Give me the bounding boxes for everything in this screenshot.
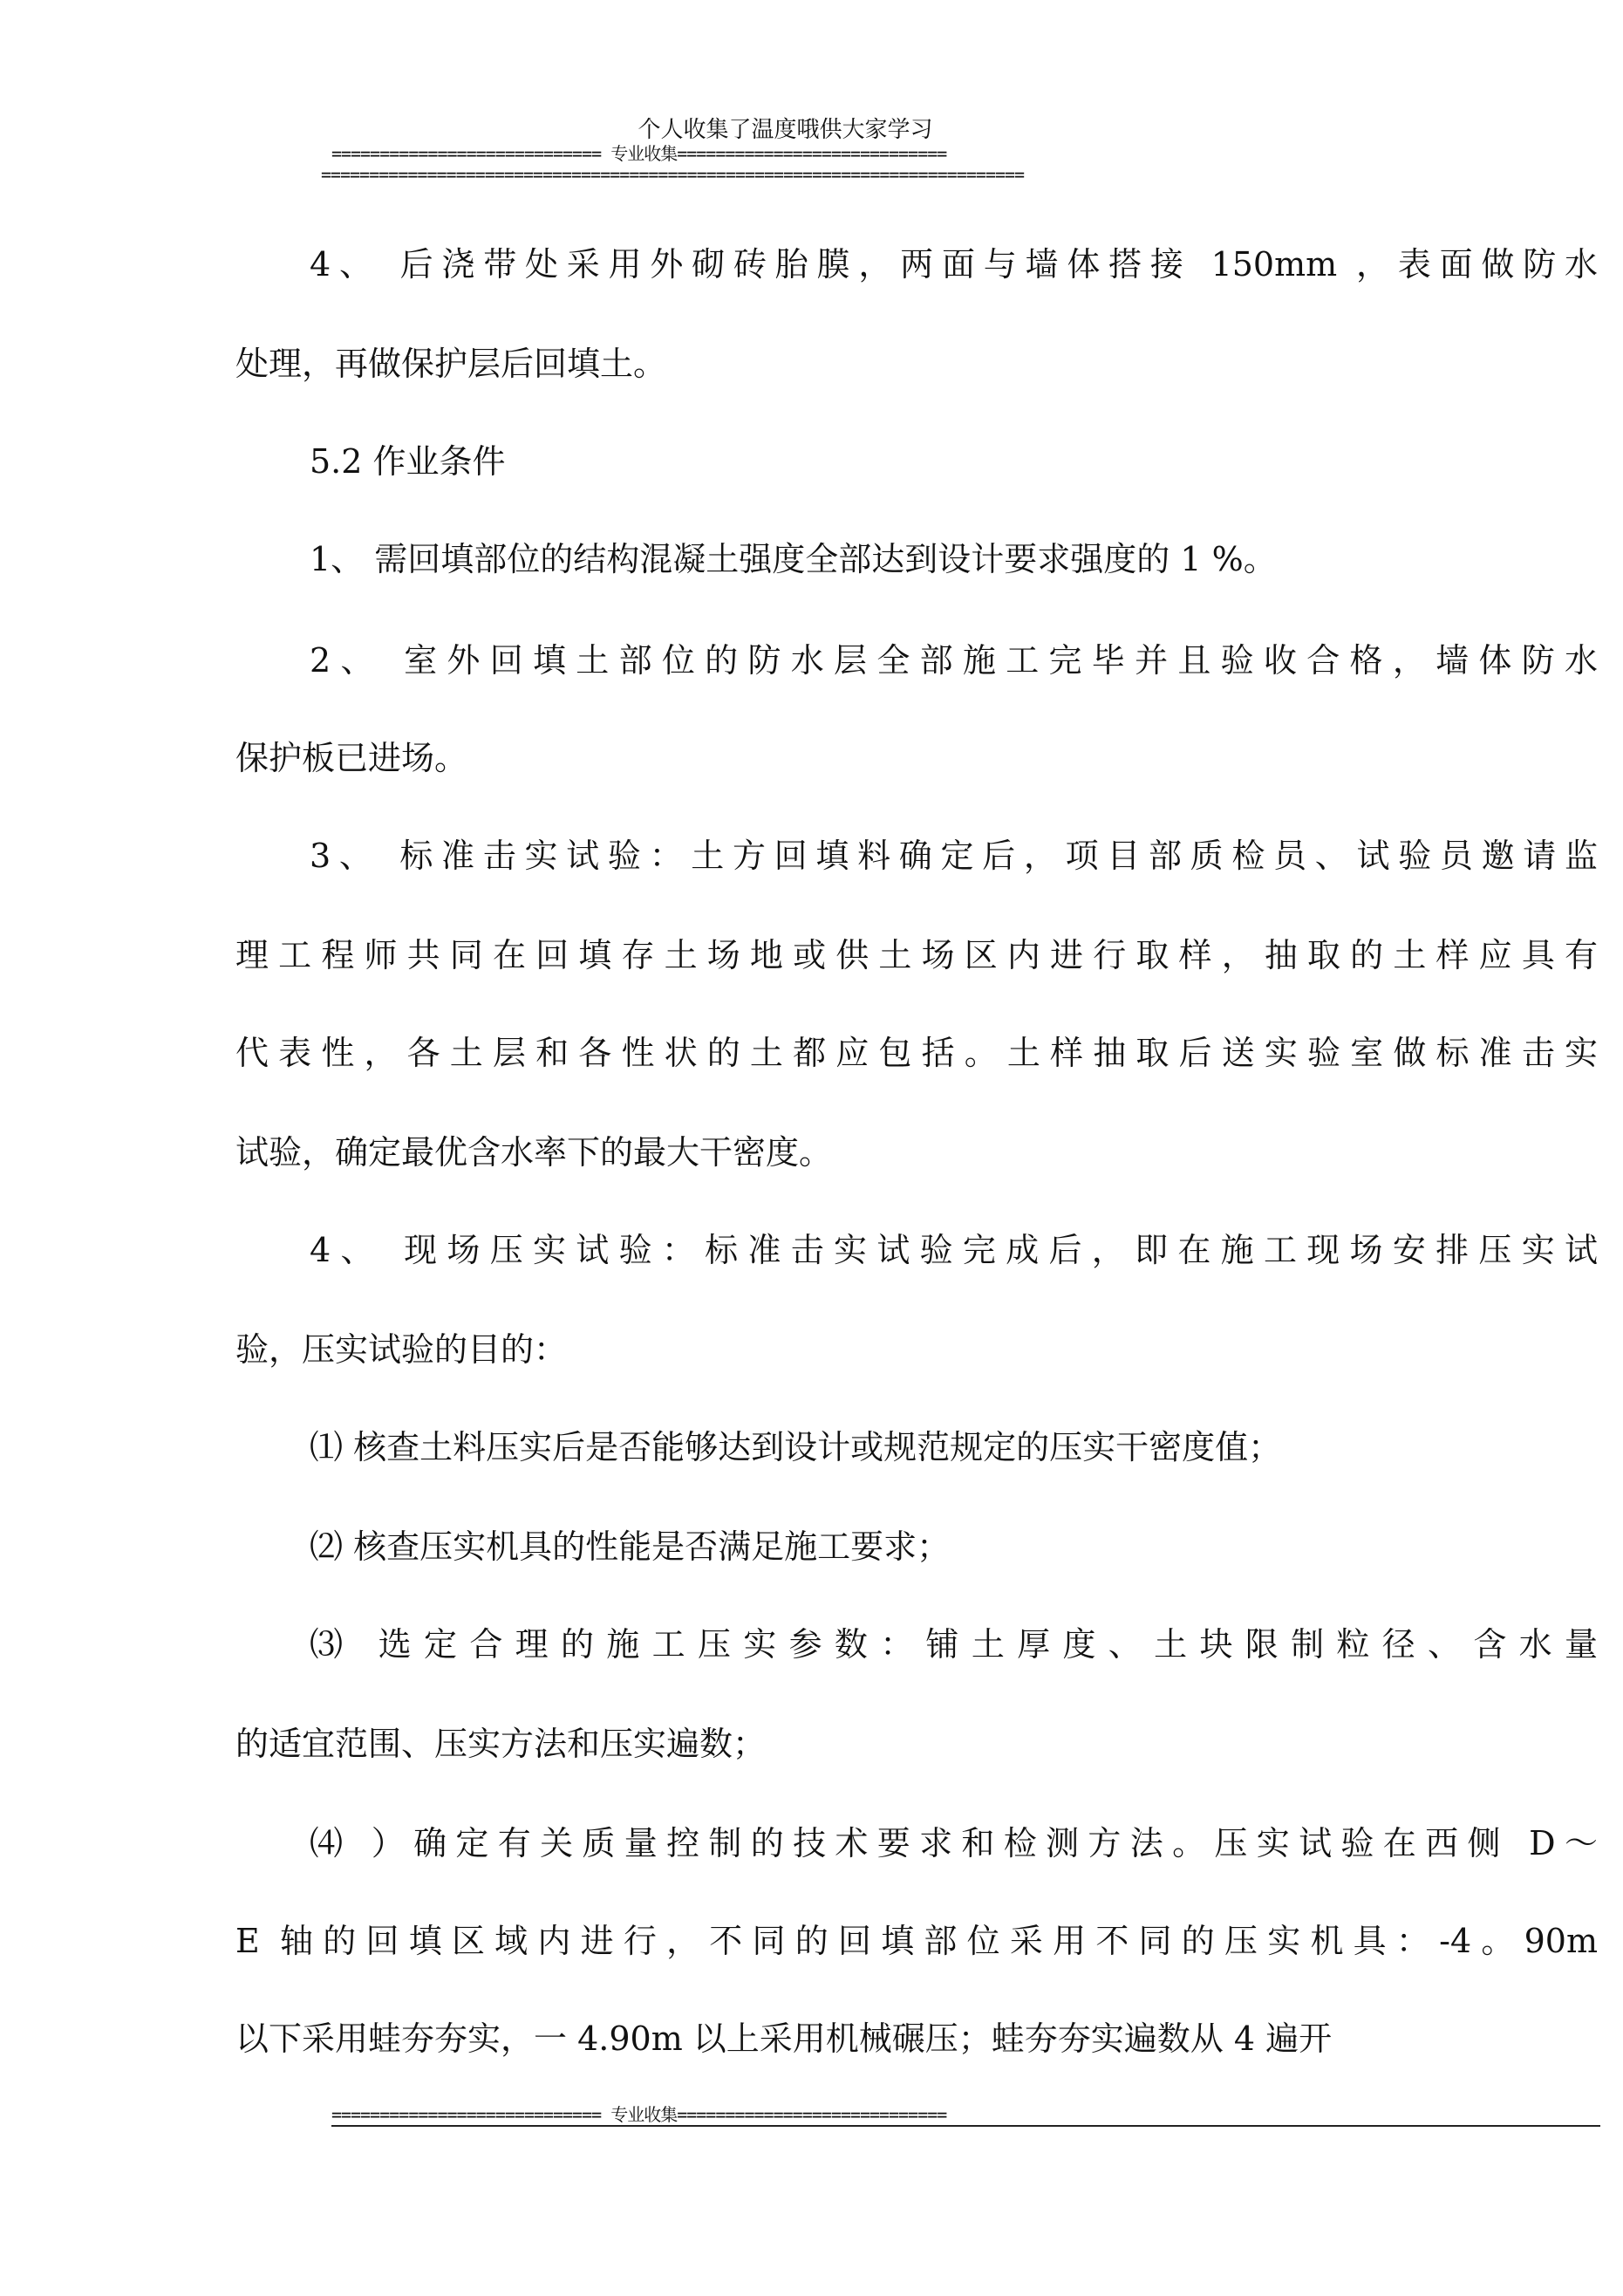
document-header-title: 个人收集了温度哦供大家学习: [638, 117, 933, 143]
paragraph-line: 验，压实试验的目的：: [235, 1330, 568, 1369]
header-rule-text: ============================ 专业收集============================: [331, 143, 947, 164]
paragraph-line: 以下采用蛙夯夯实，一 4.90m 以上采用机械碾压；蛙夯夯实遍数从 4 遍开: [235, 2019, 1333, 2058]
paragraph-line: 处理，再做保护层后回填土。: [235, 345, 667, 383]
paragraph-line: ⑴ 核查土料压实后是否能够达到设计或规范规定的压实干密度值；: [310, 1428, 1282, 1466]
paragraph-line: ⑷ ）确定有关质量控制的技术要求和检测方法。压实试验在西侧 D～: [310, 1824, 1598, 1862]
paragraph-line: 1、 需回填部位的结构混凝土强度全部达到设计要求强度的 1 %。: [310, 540, 1277, 578]
paragraph-line: E 轴的回填区域内进行，不同的回填部位采用不同的压实机具：-4。90m: [235, 1922, 1598, 1960]
paragraph-line: ⑵ 核查压实机具的性能是否满足施工要求；: [310, 1527, 951, 1566]
paragraph-line: 的适宜范围、压实方法和压实遍数；: [235, 1725, 767, 1763]
paragraph-line: 保护板已进场。: [235, 739, 468, 777]
paragraph-line: 3、 标准击实试验：土方回填料确定后，项目部质检员、试验员邀请监: [310, 837, 1598, 875]
paragraph-line: 理工程师共同在回填存土场地或供土场区内进行取样，抽取的土样应具有: [235, 936, 1598, 974]
paragraph-line: 试验，确定最优含水率下的最大干密度。: [235, 1133, 833, 1172]
footer-rule-line: [331, 2125, 1600, 2127]
footer-rule-text: ============================ 专业收集============================: [331, 2104, 947, 2125]
paragraph-line: 4、 现场压实试验：标准击实试验完成后，即在施工现场安排压实试: [310, 1231, 1598, 1269]
paragraph-line: 2、 室外回填土部位的防水层全部施工完毕并且验收合格，墙体防水: [310, 641, 1598, 680]
paragraph-line: ⑶ 选定合理的施工压实参数：铺土厚度、土块限制粒径、含水量: [310, 1625, 1598, 1664]
header-rule-long: =========================================================================: [321, 164, 1024, 185]
paragraph-line: 5.2 作业条件: [310, 442, 506, 481]
paragraph-line: 4、 后浇带处采用外砌砖胎膜，两面与墙体搭接 150mm ，表面做防水: [310, 245, 1598, 284]
paragraph-line: 代表性，各土层和各性状的土都应包括。土样抽取后送实验室做标准击实: [235, 1034, 1598, 1072]
